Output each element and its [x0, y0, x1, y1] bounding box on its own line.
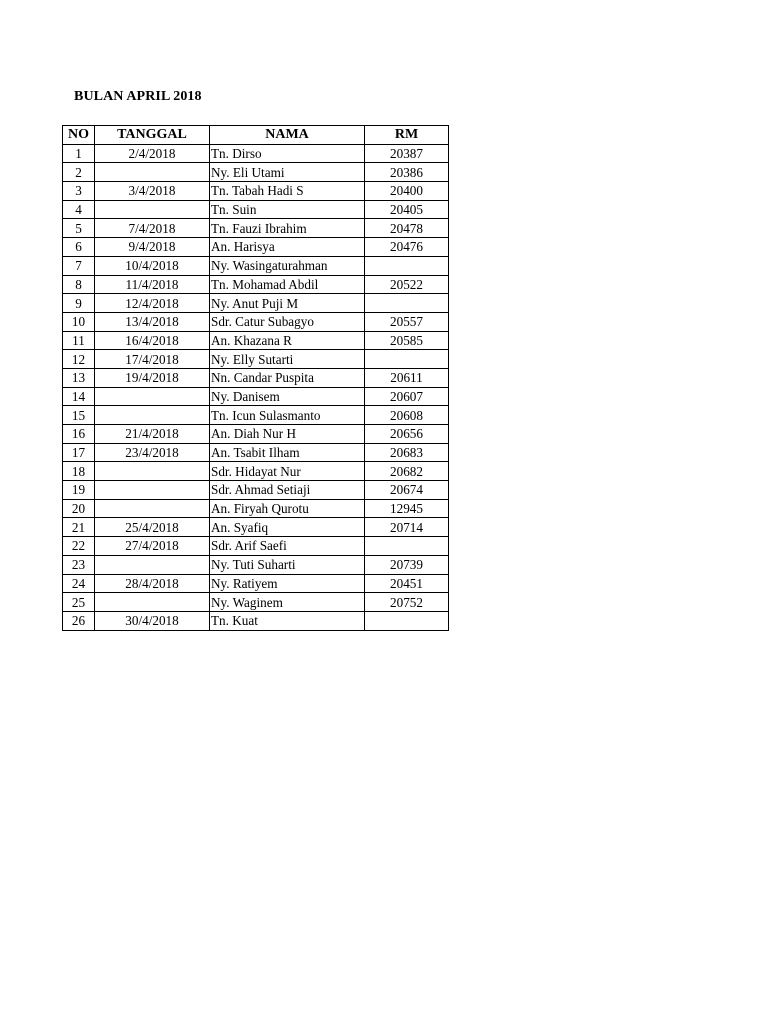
cell-no: 9	[63, 294, 95, 313]
table-row	[63, 312, 449, 331]
cell-no: 26	[63, 611, 95, 630]
table-header	[63, 126, 449, 145]
cell-nama: Sdr. Catur Subagyo	[210, 312, 365, 331]
cell-nama: Tn. Icun Sulasmanto	[210, 406, 365, 425]
cell-rm: 20478	[365, 219, 449, 238]
cell-rm: 20611	[365, 368, 449, 387]
cell-rm: 12945	[365, 499, 449, 518]
table-row	[63, 537, 449, 556]
cell-no: 17	[63, 443, 95, 462]
cell-rm: 20608	[365, 406, 449, 425]
table-row	[63, 219, 449, 238]
table-row	[63, 481, 449, 500]
cell-no: 19	[63, 481, 95, 500]
table-row	[63, 144, 449, 163]
table-row	[63, 387, 449, 406]
cell-rm: 20386	[365, 163, 449, 182]
cell-tanggal	[95, 406, 210, 425]
table-row	[63, 256, 449, 275]
cell-nama: Ny. Ratiyem	[210, 574, 365, 593]
cell-rm: 20752	[365, 593, 449, 612]
column-header-no: NO	[63, 126, 95, 145]
cell-rm: 20656	[365, 425, 449, 444]
cell-rm	[365, 256, 449, 275]
table-row	[63, 518, 449, 537]
cell-nama: Ny. Danisem	[210, 387, 365, 406]
cell-nama: Ny. Elly Sutarti	[210, 350, 365, 369]
column-header-tanggal: TANGGAL	[95, 126, 210, 145]
table-row	[63, 238, 449, 257]
cell-tanggal	[95, 200, 210, 219]
cell-tanggal	[95, 387, 210, 406]
cell-tanggal: 25/4/2018	[95, 518, 210, 537]
cell-no: 11	[63, 331, 95, 350]
table-row	[63, 499, 449, 518]
cell-rm: 20682	[365, 462, 449, 481]
cell-nama: Sdr. Ahmad Setiaji	[210, 481, 365, 500]
cell-rm: 20683	[365, 443, 449, 462]
cell-tanggal: 28/4/2018	[95, 574, 210, 593]
cell-nama: Sdr. Arif Saefi	[210, 537, 365, 556]
cell-no: 5	[63, 219, 95, 238]
column-header-rm: RM	[365, 126, 449, 145]
cell-no: 20	[63, 499, 95, 518]
cell-nama: Nn. Candar Puspita	[210, 368, 365, 387]
cell-no: 4	[63, 200, 95, 219]
cell-nama: Tn. Tabah Hadi S	[210, 182, 365, 201]
cell-nama: Ny. Eli Utami	[210, 163, 365, 182]
cell-nama: An. Harisya	[210, 238, 365, 257]
cell-rm: 20522	[365, 275, 449, 294]
cell-nama: An. Diah Nur H	[210, 425, 365, 444]
cell-rm: 20607	[365, 387, 449, 406]
cell-no: 23	[63, 555, 95, 574]
cell-tanggal: 21/4/2018	[95, 425, 210, 444]
cell-nama: Ny. Waginem	[210, 593, 365, 612]
cell-no: 15	[63, 406, 95, 425]
cell-tanggal	[95, 163, 210, 182]
cell-no: 22	[63, 537, 95, 556]
cell-tanggal	[95, 499, 210, 518]
cell-no: 10	[63, 312, 95, 331]
cell-rm: 20476	[365, 238, 449, 257]
cell-rm	[365, 350, 449, 369]
page-title: BULAN APRIL 2018	[74, 89, 202, 104]
cell-no: 21	[63, 518, 95, 537]
cell-tanggal	[95, 593, 210, 612]
cell-rm: 20674	[365, 481, 449, 500]
cell-tanggal: 13/4/2018	[95, 312, 210, 331]
cell-tanggal: 27/4/2018	[95, 537, 210, 556]
cell-tanggal: 19/4/2018	[95, 368, 210, 387]
cell-no: 1	[63, 144, 95, 163]
cell-tanggal	[95, 555, 210, 574]
cell-rm: 20451	[365, 574, 449, 593]
cell-rm: 20557	[365, 312, 449, 331]
cell-nama: Ny. Wasingaturahman	[210, 256, 365, 275]
cell-tanggal: 16/4/2018	[95, 331, 210, 350]
cell-no: 12	[63, 350, 95, 369]
cell-nama: Ny. Tuti Suharti	[210, 555, 365, 574]
cell-tanggal: 2/4/2018	[95, 144, 210, 163]
cell-tanggal: 17/4/2018	[95, 350, 210, 369]
cell-rm	[365, 294, 449, 313]
cell-no: 16	[63, 425, 95, 444]
cell-nama: An. Syafiq	[210, 518, 365, 537]
cell-tanggal: 11/4/2018	[95, 275, 210, 294]
cell-no: 7	[63, 256, 95, 275]
table-row	[63, 275, 449, 294]
cell-rm: 20405	[365, 200, 449, 219]
table-row	[63, 574, 449, 593]
cell-no: 25	[63, 593, 95, 612]
table-row	[63, 406, 449, 425]
cell-rm: 20400	[365, 182, 449, 201]
table-row	[63, 443, 449, 462]
header-row	[63, 126, 449, 145]
cell-nama: Ny. Anut Puji M	[210, 294, 365, 313]
table-row	[63, 182, 449, 201]
table-row	[63, 163, 449, 182]
table-row	[63, 331, 449, 350]
cell-no: 3	[63, 182, 95, 201]
cell-no: 8	[63, 275, 95, 294]
cell-no: 18	[63, 462, 95, 481]
cell-rm: 20714	[365, 518, 449, 537]
cell-tanggal: 23/4/2018	[95, 443, 210, 462]
cell-tanggal: 10/4/2018	[95, 256, 210, 275]
cell-tanggal	[95, 462, 210, 481]
cell-tanggal: 12/4/2018	[95, 294, 210, 313]
table-row	[63, 350, 449, 369]
patient-table	[62, 125, 449, 631]
cell-tanggal: 30/4/2018	[95, 611, 210, 630]
cell-rm	[365, 611, 449, 630]
column-header-nama: NAMA	[210, 126, 365, 145]
table-row	[63, 200, 449, 219]
cell-tanggal: 7/4/2018	[95, 219, 210, 238]
cell-nama: Tn. Fauzi Ibrahim	[210, 219, 365, 238]
table-row	[63, 294, 449, 313]
cell-tanggal: 9/4/2018	[95, 238, 210, 257]
cell-rm: 20739	[365, 555, 449, 574]
cell-nama: Tn. Dirso	[210, 144, 365, 163]
table-row	[63, 593, 449, 612]
cell-rm: 20585	[365, 331, 449, 350]
table-row	[63, 611, 449, 630]
cell-rm	[365, 537, 449, 556]
cell-nama: Sdr. Hidayat Nur	[210, 462, 365, 481]
cell-rm: 20387	[365, 144, 449, 163]
cell-no: 2	[63, 163, 95, 182]
cell-nama: An. Tsabit Ilham	[210, 443, 365, 462]
cell-tanggal: 3/4/2018	[95, 182, 210, 201]
table-body	[63, 144, 449, 630]
cell-nama: An. Khazana R	[210, 331, 365, 350]
table-row	[63, 368, 449, 387]
cell-nama: Tn. Mohamad Abdil	[210, 275, 365, 294]
cell-nama: Tn. Suin	[210, 200, 365, 219]
table-row	[63, 425, 449, 444]
table-row	[63, 462, 449, 481]
cell-nama: An. Firyah Qurotu	[210, 499, 365, 518]
cell-no: 24	[63, 574, 95, 593]
cell-nama: Tn. Kuat	[210, 611, 365, 630]
cell-no: 6	[63, 238, 95, 257]
cell-no: 14	[63, 387, 95, 406]
table-row	[63, 555, 449, 574]
cell-tanggal	[95, 481, 210, 500]
cell-no: 13	[63, 368, 95, 387]
